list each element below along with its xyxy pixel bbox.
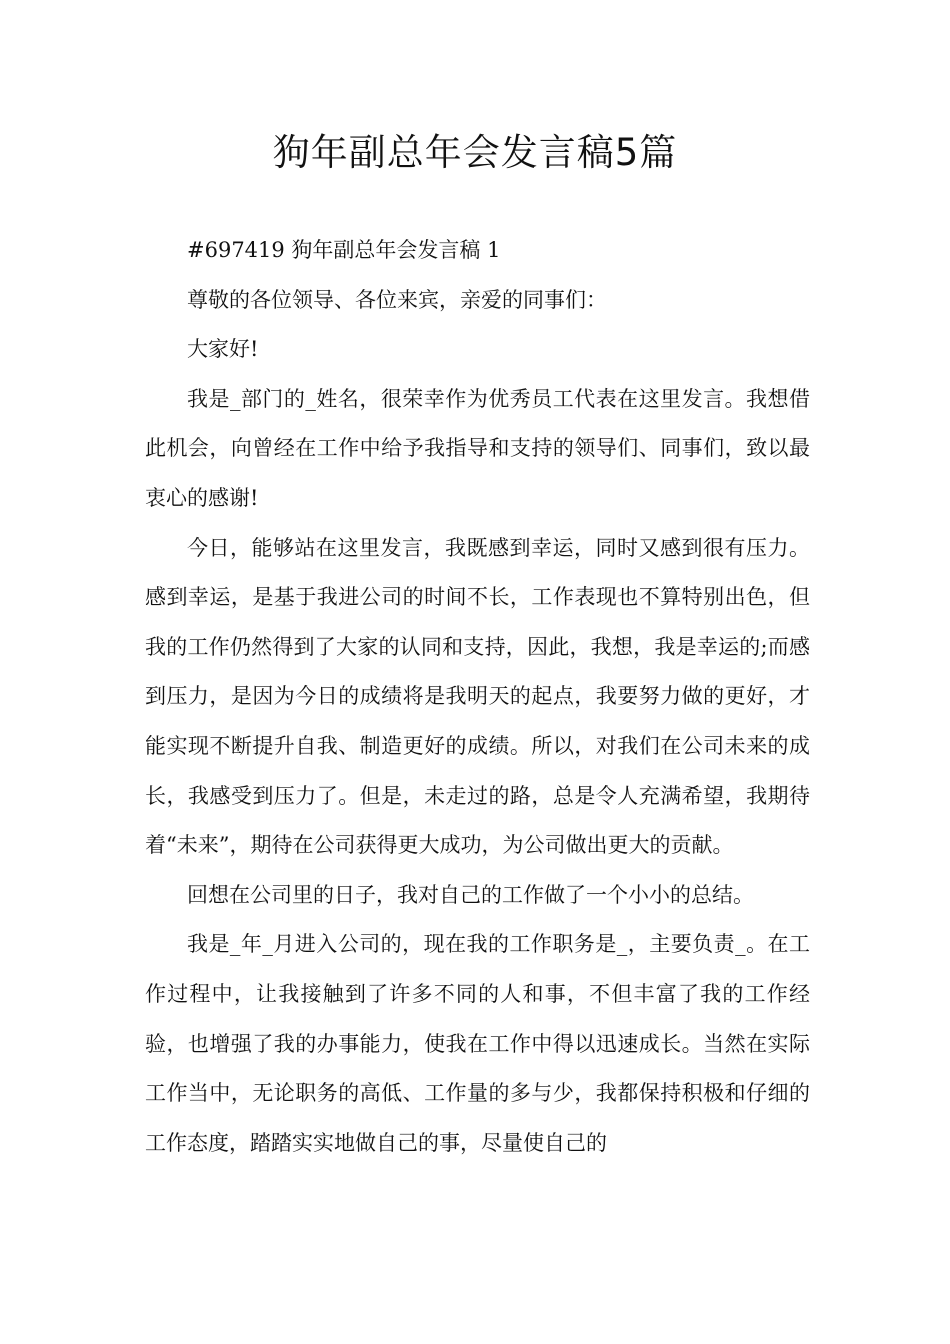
document-body — [145, 226, 810, 1168]
paragraph-intro: 我是_部门的_姓名，很荣幸作为优秀员工代表在这里发言。我想借此机会，向曾经在工作中给予我指导和支持的领导们、同事们，致以最衷心的感谢! — [145, 386, 810, 510]
paragraph-work-summary: 我是_年_月进入公司的，现在我的工作职务是_，主要负责_。在工作过程中，让我接触到了许多不同的人和事，不但丰富了我的工作经验，也增强了我的办事能力，使我在工作中得以迅速成长。当然在实际工作当中，无论职务的高低、工作量的多与少，我都保持积极和仔细的工作态度，踏踏实实地做自己的事，尽量使自己的 — [145, 932, 810, 1155]
paragraph-salutation: 尊敬的各位领导、各位来宾，亲爱的同事们： — [187, 287, 607, 312]
paragraph-feelings: 今日，能够站在这里发言，我既感到幸运，同时又感到很有压力。感到幸运，是基于我进公司的时间不长，工作表现也不算特别出色，但我的工作仍然得到了大家的认同和支持，因此，我想，我是幸运的;而感到压力，是因为今日的成绩将是我明天的起点，我要努力做的更好，才能实现不断提升自我、制造更好的成绩。所以，对我们在公司未来的成长，我感受到压力了。但是，未走过的路，总是令人充满希望，我期待着“未来”，期待在公司获得更大成功，为公司做出更大的贡献。 — [145, 535, 810, 858]
document-title: 狗年副总年会发言稿5篇 — [272, 131, 678, 174]
paragraph-heading: #697419 狗年副总年会发言稿 1 — [187, 238, 501, 262]
paragraph-summary-lead: 回想在公司里的日子，我对自己的工作做了一个小小的总结。 — [187, 882, 754, 907]
paragraph-greeting: 大家好! — [187, 337, 259, 362]
